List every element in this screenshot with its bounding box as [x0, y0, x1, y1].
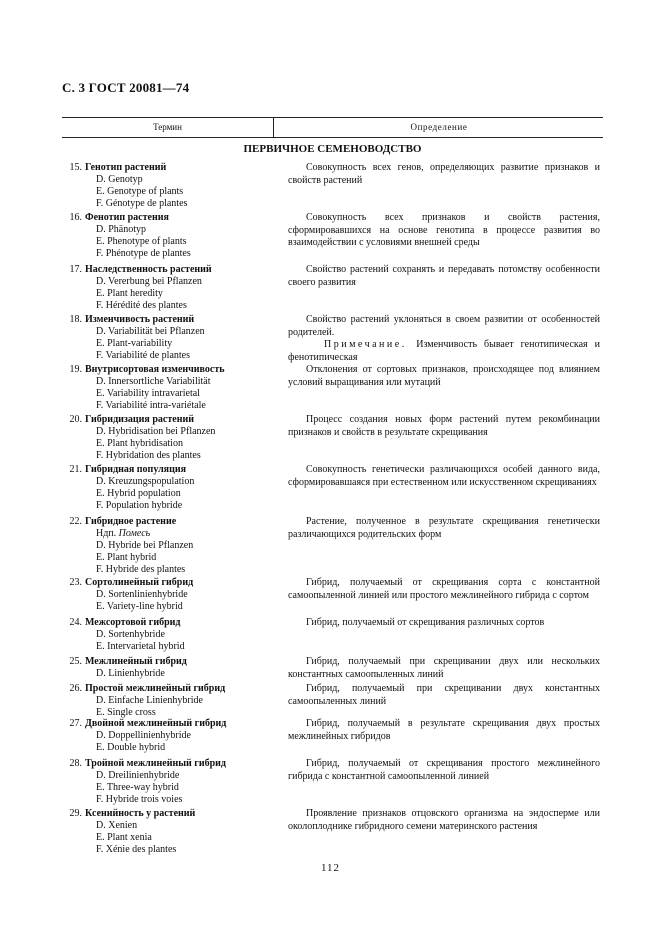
foreign-equivalent: E. Three-way hybrid — [96, 782, 179, 793]
foreign-equivalent: F. Population hybride — [96, 500, 183, 511]
column-header-term: Термин — [153, 122, 182, 132]
term-heading — [62, 314, 282, 326]
term-column — [62, 656, 282, 680]
term-heading — [62, 212, 282, 224]
term-heading — [62, 464, 282, 476]
foreign-equivalent: E. Plant heredity — [96, 288, 163, 299]
foreign-equivalent: E. Single cross — [96, 707, 156, 718]
term-number: 27. — [69, 718, 82, 729]
definition-column — [288, 758, 600, 783]
foreign-equivalent: E. Plant xenia — [96, 832, 152, 843]
definition-text: Совокупность всех генов, определяющих развитие признаков и свойств растений — [288, 162, 600, 186]
term-name: Тройной межлинейный гибрид — [85, 758, 226, 769]
foreign-equivalent: F. Xénie des plantes — [96, 844, 177, 855]
term-column — [62, 464, 282, 512]
term-column — [62, 162, 282, 210]
term-number: 28. — [69, 758, 82, 769]
definition-text: Свойство растений уклоняться в своем развитии от особенностей родителей. — [288, 314, 600, 338]
term-column — [62, 808, 282, 856]
foreign-equivalent: D. Sortenhybride — [96, 629, 165, 640]
definition-note — [288, 339, 600, 364]
foreign-equivalent: D. Variabilität bei Pflanzen — [96, 326, 205, 337]
term-name: Двойной межлинейный гибрид — [85, 718, 227, 729]
term-heading — [62, 617, 282, 629]
term-number: 20. — [69, 414, 82, 425]
column-header-definition: Определение — [273, 118, 604, 137]
term-name: Генотип растений — [85, 162, 167, 173]
inadmissible-term: Помесь — [118, 528, 151, 539]
definition-text: Гибрид, получаемый при скрещивании двух или нескольких константных самоопыленных линий — [288, 656, 600, 680]
term-number: 16. — [69, 212, 82, 223]
definition-column — [288, 264, 600, 289]
definition-text: Отклонения от сортовых признаков, происходящее под влиянием условий выращивания или мутаций — [288, 364, 600, 388]
definition-column — [288, 162, 600, 187]
term-column — [62, 314, 282, 362]
foreign-equivalent: E. Hybrid population — [96, 488, 181, 499]
term-name: Изменчивость растений — [85, 314, 195, 325]
term-number: 24. — [69, 617, 82, 628]
definition-text: Гибрид, получаемый при скрещивании двух константных самоопыленных линий — [288, 683, 600, 707]
definition-text: Гибрид, получаемый в результате скрещивания двух простых межлинейных гибридов — [288, 718, 600, 742]
foreign-equivalent: D. Vererbung bei Pflanzen — [96, 276, 202, 287]
term-column — [62, 516, 282, 576]
foreign-equivalent: D. Doppellinienhybride — [96, 730, 191, 741]
term-heading — [62, 264, 282, 276]
term-name: Гибридное растение — [85, 516, 177, 527]
foreign-equivalent: F. Génotype de plantes — [96, 198, 188, 209]
foreign-equivalent: E. Double hybrid — [96, 742, 166, 753]
foreign-equivalent: D. Innersortliche Variabilität — [96, 376, 211, 387]
term-name: Ксенийность у растений — [85, 808, 196, 819]
term-name: Сортолинейный гибрид — [85, 577, 194, 588]
term-number: 19. — [69, 364, 82, 375]
term-name: Межлинейный гибрид — [85, 656, 187, 667]
definition-text: Свойство растений сохранять и передавать потомству особенности своего развития — [288, 264, 600, 288]
foreign-equivalent: F. Hybridation des plantes — [96, 450, 201, 461]
table-header — [62, 117, 603, 138]
term-name: Наследственность растений — [85, 264, 212, 275]
term-number: 22. — [69, 516, 82, 527]
note-text: Изменчивость бывает генотипическая и фенотипическая — [288, 339, 601, 363]
foreign-equivalent: F. Hybride trois voies — [96, 794, 183, 805]
definition-column — [288, 577, 600, 602]
term-name: Простой межлинейный гибрид — [85, 683, 226, 694]
foreign-equivalent: F. Phénotype de plantes — [96, 248, 191, 259]
term-heading — [62, 577, 282, 589]
foreign-equivalent: E. Variety-line hybrid — [96, 601, 183, 612]
page-header: С. 3 ГОСТ 20081—74 — [62, 80, 190, 95]
term-heading — [62, 162, 282, 174]
term-heading — [62, 808, 282, 820]
term-number: 25. — [69, 656, 82, 667]
term-column — [62, 758, 282, 806]
term-column — [62, 577, 282, 613]
term-heading — [62, 516, 282, 528]
definition-text: Растение, полученное в результате скрещивания генетически различающихся родительских форм — [288, 516, 600, 540]
definition-text: Процесс создания новых форм растений путем рекомбинации признаков и свойств в результате скрещивания — [288, 414, 600, 438]
definition-text: Гибрид, получаемый от скрещивания различных сортов — [306, 617, 545, 628]
term-number: 23. — [69, 577, 82, 588]
term-name: Внутрисортовая изменчивость — [85, 364, 225, 375]
foreign-equivalent: E. Genotype of plants — [96, 186, 184, 197]
term-column — [62, 718, 282, 754]
term-heading — [62, 364, 282, 376]
term-name: Гибридная популяция — [85, 464, 187, 475]
term-number: 21. — [69, 464, 82, 475]
term-name: Гибридизация растений — [85, 414, 194, 425]
foreign-equivalent: F. Hybride des plantes — [96, 564, 186, 575]
definition-column — [288, 656, 600, 681]
definition-text: Совокупность всех признаков и свойств растения, сформировавшихся на основе генотипа в процессе развития во взаимодействии с условиями внешней среды — [288, 212, 600, 248]
term-number: 17. — [69, 264, 82, 275]
term-name: Фенотип растения — [85, 212, 169, 223]
term-column — [62, 683, 282, 719]
definition-column — [288, 617, 600, 630]
term-inadmissible — [62, 528, 282, 540]
foreign-equivalent: E. Plant-variability — [96, 338, 173, 349]
term-heading — [62, 683, 282, 695]
term-heading — [62, 656, 282, 668]
foreign-equivalent: D. Einfache Linienhybride — [96, 695, 203, 706]
foreign-equivalent: D. Hybride bei Pflanzen — [96, 540, 194, 551]
definition-column — [288, 516, 600, 541]
foreign-equivalent: F. Hérédité des plantes — [96, 300, 187, 311]
note-label: Примечание. — [324, 339, 417, 350]
definition-column — [288, 212, 600, 250]
definition-column — [288, 464, 600, 489]
term-heading — [62, 758, 282, 770]
term-number: 26. — [69, 683, 82, 694]
definition-column — [288, 414, 600, 439]
foreign-equivalent: F. Variabilité de plantes — [96, 350, 190, 361]
foreign-equivalent: D. Kreuzungspopulation — [96, 476, 195, 487]
foreign-equivalent: E. Variability intravarietal — [96, 388, 200, 399]
term-heading — [62, 414, 282, 426]
term-number: 29. — [69, 808, 82, 819]
page-number: 112 — [320, 862, 341, 874]
definition-text: Гибрид, получаемый от скрещивания сорта с константной самоопыленной линией или простого межлинейного гибрида с сортом — [288, 577, 600, 601]
foreign-equivalent: E. Plant hybrid — [96, 552, 157, 563]
definition-column — [288, 683, 600, 708]
term-column — [62, 617, 282, 653]
term-name: Межсортовой гибрид — [85, 617, 181, 628]
foreign-equivalent: D. Genotyp — [96, 174, 143, 185]
definition-column — [288, 364, 600, 389]
foreign-equivalent: E. Phenotype of plants — [96, 236, 187, 247]
definition-text: Гибрид, получаемый от скрещивания простого межлинейного гибрида с константной самоопыленной линией — [288, 758, 600, 782]
definition-column — [288, 718, 600, 743]
foreign-equivalent: E. Plant hybridisation — [96, 438, 183, 449]
term-column — [62, 414, 282, 462]
foreign-equivalent: D. Sortenlinienhybride — [96, 589, 188, 600]
inadmissible-label: Ндп. — [96, 528, 119, 539]
foreign-equivalent: D. Hybridisation bei Pflanzen — [96, 426, 216, 437]
term-column — [62, 364, 282, 412]
definition-text: Совокупность генетически различающихся особей данного вида, сформировавшаяся при естественном или искусственном скрещиваниях — [288, 464, 600, 488]
term-column — [62, 264, 282, 312]
definition-column — [288, 808, 600, 833]
section-title: ПЕРВИЧНОЕ СЕМЕНОВОДСТВО — [243, 143, 422, 155]
term-number: 15. — [69, 162, 82, 173]
foreign-equivalent: F. Variabilité intra-variétale — [96, 400, 206, 411]
foreign-equivalent: D. Xenien — [96, 820, 138, 831]
term-column — [62, 212, 282, 260]
foreign-equivalent: D. Linienhybride — [96, 668, 165, 679]
foreign-equivalent: D. Phänotyp — [96, 224, 146, 235]
foreign-equivalent: D. Dreilinienhybride — [96, 770, 180, 781]
definition-text: Проявление признаков отцовского организма на эндосперме или околоплоднике гибридного семени материнского растения — [288, 808, 600, 832]
foreign-equivalent: E. Intervarietal hybrid — [96, 641, 185, 652]
definition-column — [288, 314, 600, 364]
term-number: 18. — [69, 314, 82, 325]
term-heading — [62, 718, 282, 730]
